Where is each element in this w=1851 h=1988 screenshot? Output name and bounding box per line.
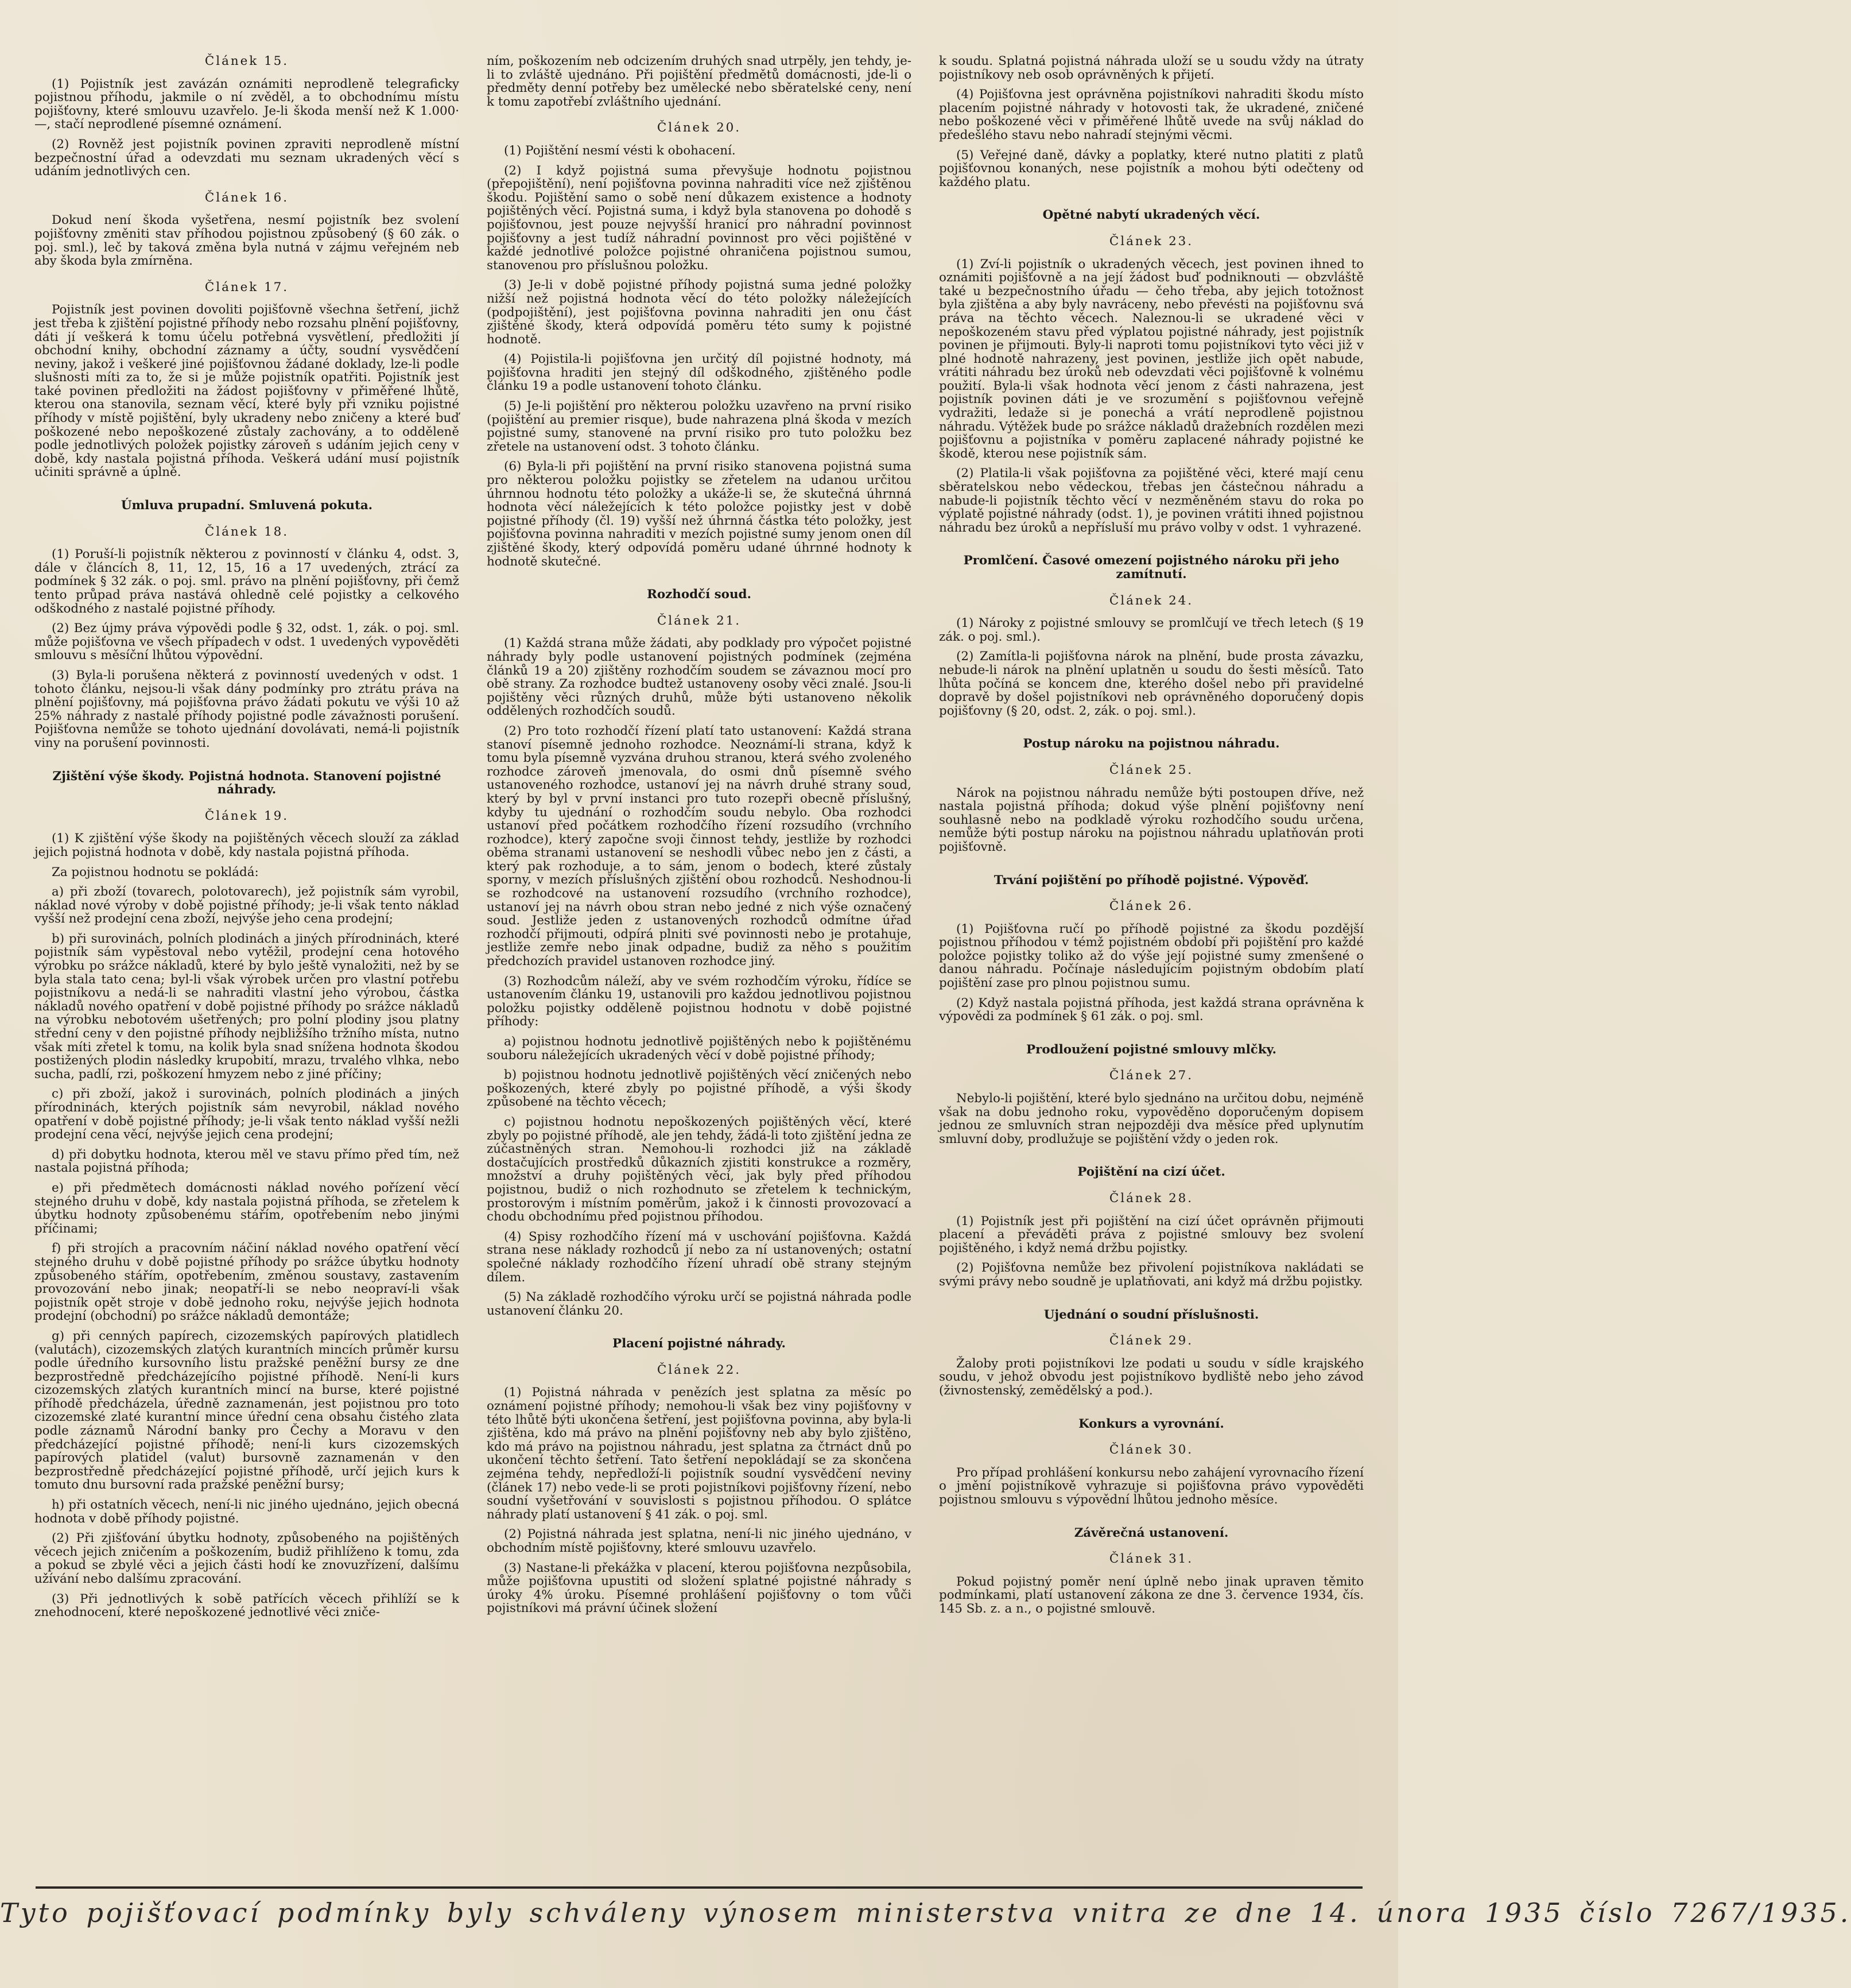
paragraph: (2) Pro toto rozhodčí řízení platí tato ustanovení: Každá strana stanoví písemně jednoho rozhodce. Neoznámí-li strana, když k tomu byla písemně vyzvána druhou stranou, která svého zvoleného rozhodce zároveň jmenovala, do osmi dnů písemně svého ustanoveného rozhodce, ustanoví jej na návrh druhé strany soud, který by byl v první instanci pro tuto rozepři obecně příslušný, kdyby tu ujednání o rozhodčím soudu nebylo. Oba rozhodci ustanoví před počátkem rozhodčího řízení rozsudího (vrchního rozhodce), který započne svoji činnost tehdy, jestliže by rozhodci oběma stranami ustanovení se neshodli vůbec nebo jen z části, a který pak rozhoduje, a to sám, jenom o bodech, které zůstaly sporny, v mezích příslušných zjištění obou rozhodců. Neshodnou-li se rozhodcové na ustanovení rozsudího (vrchního rozhodce), ustanoví jej na návrh obou stran nebo jedné z nich výše označený soud. Jestliže jeden z ustanovených rozhodců odmítne úřad rozhodčí přijmouti, odpírá plniti své povinnosti nebo je protahuje, jestliže zemře nebo jinak odpadne, budiž za něho s použitím předchozích pravidel ustanoven rozhodce jiný. — [487, 723, 911, 969]
paragraph: (1) Pojistník jest při pojištění na cizí účet oprávněn přijmouti placení a převáděti práva z pojistné smlouvy bez svolení pojištěného, i když nemá držbu pojistky. — [939, 1214, 1364, 1255]
article-heading: Článek 17. — [204, 280, 289, 294]
article-heading: Článek 19. — [204, 808, 289, 823]
paragraph: b) při surovinách, polních plodinách a jiných přírodninách, které pojistník sám vypěstoval nebo vytěžil, prodejní cena hotového výrobku po srážce nákladů, které by bylo ještě vynaložiti, než by se byla stala tato cena; byl-li však výrobek určen pro vlastní potřebu pojistníkovu a nedá-li se nahraditi vlastní jeho výrobou, částka nákladů nového opatření v době pojistné příhody po srážce nákladů na výrobku nebotovém ušetřených; pro polní plodiny jsou platny střední ceny v den pojistné příhody nejbližšího tržního místa, nutno však míti zřetel k tomu, na kolik byla snad snížena hodnota škodou postižených plodin následky krupobití, mrazu, trvalého vlhka, nebo sucha, padlí, rzi, poškození hmyzem nebo z jiné příčiny; — [34, 931, 459, 1082]
paragraph: (3) Rozhodcům náleží, aby ve svém rozhodčím výroku, řídíce se ustanovením článku 19, ustanovili pro každou jednotlivou pojistnou položku pojistky odděleně pojistnou hodnotu v době pojistné příhody: — [487, 974, 911, 1029]
paragraph: (4) Spisy rozhodčího řízení má v uschování pojišťovna. Každá strana nese náklady rozhodců jí nebo za ní ustanovených; ostatní společné náklady rozhodčího řízení uhradí obě strany stejným dílem. — [487, 1229, 911, 1285]
paragraph: (3) Při jednotlivých k sobě patřících věcech přihlíží se k znehodnocení, které nepoškozené jednotlivé věci zniče- — [34, 1591, 459, 1620]
paragraph: (5) Veřejné daně, dávky a poplatky, které nutno platiti z platů pojišťovnou konaných, nese pojistník a mohou býti odečteny od každého platu. — [939, 148, 1364, 189]
article-heading: Článek 22. — [657, 1362, 742, 1377]
article-heading: Článek 23. — [1109, 234, 1194, 249]
section-heading: Postup nároku na pojistnou náhradu. — [1023, 737, 1280, 751]
paragraph: (3) Je-li v době pojistné příhody pojistná suma jedné položky nižší než pojistná hodnota věcí do této položky náležejících (podpojištění), jest pojišťovna povinna nahraditi jen onu část zjištěné škody, která odpovídá poměru této sumy k pojistné hodnotě. — [487, 278, 911, 347]
section-heading: Rozhodčí soud. — [647, 587, 751, 602]
paragraph: (1) Poruší-li pojistník některou z povinností v článku 4, odst. 3, dále v článcích 8, 11, 12, 15, 16 a 17 uvedených, ztrácí za podmínek § 32 zák. o poj. sml. právo na plnění pojišťovny, při čemž tento průpad práva nastává ohledně celé pojistky a celkového odškodného z nastalé pojistné příhody. — [34, 547, 459, 616]
paragraph: (5) Na základě rozhodčího výroku určí se pojistná náhrada podle ustanovení článku 20. — [487, 1290, 911, 1318]
paragraph: e) při předmětech domácnosti náklad nového pořízení věcí stejného druhu v době, kdy nastala pojistná příhoda, se zřetelem k úbytku hodnoty způsobenému stářím, opotřebením nebo jinými příčinami; — [34, 1180, 459, 1236]
paragraph: a) při zboží (tovarech, polotovarech), jež pojistník sám vyrobil, náklad nové výroby v době pojistné příhody; je-li však tento náklad vyšší než prodejní cena zboží, nejvýše jeho cena prodejní; — [34, 885, 459, 927]
article-heading: Článek 25. — [1109, 762, 1194, 777]
paragraph: Nárok na pojistnou náhradu nemůže býti postoupen dříve, než nastala pojistná příhoda; dokud výše plnění pojišťovny není souhlasně nebo na podkladě výroku rozhodčího soudu určena, nemůže býti postup nároku na pojistnou náhradu uplatňován proti pojišťovně. — [939, 785, 1364, 854]
paragraph: h) při ostatních věcech, není-li nic jiného ujednáno, jejich obecná hodnota v době příhody pojistné. — [34, 1498, 459, 1526]
paragraph: Nebylo-li pojištění, které bylo sjednáno na určitou dobu, nejméně však na dobu jednoho roku, vypověděno doporučeným dopisem jednou ze smluvních stran nejpozději dva měsíce před uplynutím smluvní doby, prodlužuje se pojištění vždy o jeden rok. — [939, 1091, 1364, 1146]
paragraph: (2) Platila-li však pojišťovna za pojištěné věci, které mají cenu sběratelskou nebo vědeckou, třebas jen částečnou náhradu a nabude-li pojistník těchto věcí v nezměněném stavu do roka po výplatě pojistné náhrady (odst. 1), je povinen vrátiti ihned pojistnou náhradu bez úroků a nepřísluší mu právo volby v odst. 1 vyhrazené. — [939, 466, 1364, 535]
article-heading: Článek 28. — [1109, 1191, 1194, 1206]
paragraph: (6) Byla-li při pojištění na první risiko stanovena pojistná suma pro některou položku pojistky se zřetelem na udanou určitou úhrnnou hodnotu této položky a ukáže-li se, že skutečná úhrnná hodnota věcí náležejících k této položce pojistky jest v době pojistné příhody (čl. 19) vyšší než úhrnná částka této položky, jest pojišťovna povinna nahraditi v mezích pojistné sumy jenom onen díl zjištěné škody, který odpovídá poměru udané úhrnné hodnoty k hodnotě skutečné. — [487, 459, 911, 569]
paragraph: (2) Rovněž jest pojistník povinen zpraviti neprodleně místní bezpečnostní úřad a odevzdati mu seznam ukradených věcí s udáním jednotlivých cen. — [34, 137, 459, 179]
column-middle — [487, 55, 911, 1874]
paragraph: Dokud není škoda vyšetřena, nesmí pojistník bez svolení pojišťovny změniti stav příhodou pojistnou způsobený (§ 60 zák. o poj. sml.), leč by taková změna byla nutná v zájmu veřejném neb aby škoda byla zmírněna. — [34, 213, 459, 269]
approval-footer: Tyto pojišťovací podmínky byly schváleny výnosem ministerstva vnitra ze dne 14. února 1935 číslo 7267/1935. — [0, 1897, 1851, 1928]
paragraph: (2) Při zjišťování úbytku hodnoty, způsobeného na pojištěných věcech jejich zničením a poškozením, budiž přihlíženo k tomu, zda a pokud se zbylé věci a jejich části hodí ke znovuzřízení, dalšímu užívání nebo dalšímu zpracování. — [34, 1531, 459, 1586]
section-heading: Pojištění na cizí účet. — [1077, 1165, 1225, 1180]
paragraph: (1) Pojišťovna ručí po příhodě pojistné za škodu pozdější pojistnou příhodou v témž pojistném období při pojištění pro každé položce pojistky toliko až do výše její pojistné sumy zmenšené o danou náhradu. Počínaje následujícím pojistným obdobím platí pojištění zase pro plnou pojistnou sumu. — [939, 921, 1364, 991]
article-heading: Článek 21. — [657, 613, 742, 628]
article-heading: Článek 31. — [1109, 1552, 1194, 1567]
paragraph: (5) Je-li pojištění pro některou položku uzavřeno na první risiko (pojištění au premier risque), bude nahrazena plná škoda v mezích pojistné sumy, stanovené na první risiko pro tuto položku bez zřetele na ustanovení odst. 3 tohoto článku. — [487, 399, 911, 454]
paragraph: (2) Zamítla-li pojišťovna nárok na plnění, bude prosta závazku, nebude-li nárok na plnění uplatněn u soudu do šesti měsíců. Tato lhůta počíná se koncem dne, kterého došel nebo při pravidelné dopravě by došel pojistníkovi neb oprávněného doporučený dopis pojišťovny (§ 20, odst. 2, zák. o poj. sml.). — [939, 649, 1364, 718]
article-heading: Článek 16. — [204, 190, 289, 205]
paragraph: (1) Pojistník jest zavázán oznámiti neprodleně telegraficky pojistnou příhodu, jakmile o ní zvěděl, a to obchodnímu místu pojišťovny, které smlouvu uzavřelo. Je-li škoda menší než K 1.000·—, stačí neprodlené písemné oznámení. — [34, 76, 459, 132]
paragraph: (2) Když nastala pojistná příhoda, jest každá strana oprávněna k výpovědi za podmínek § 61 zák. o poj. sml. — [939, 995, 1364, 1024]
paragraph: (1) Zví-li pojistník o ukradených věcech, jest povinen ihned to oznámiti pojišťovně a na její žádost buď podniknouti — obzvláště také u bezpečnostního úřadu — čeho třeba, aby jejich totožnost byla zjištěna a aby byly navráceny, nebo převésti na pojišťovnu svá práva na těchto věcech. Naleznou-li se ukradené věci v nepoškozeném stavu před výplatou pojistné náhrady, jest pojistník povinen je přijmouti. Byly-li naproti tomu pojistníkovi tyto věci již v plné hodnotě nahrazeny, jest povinen, jestliže jich opět nabude, vrátiti náhradu bez úroků neb odevzdati věci pojišťovně k volnému použití. Byla-li však hodnota věcí jenom z části nahrazena, jest pojistník povinen dáti je ve srozumění s pojišťovnou veřejně vydražiti, ledaže si je ponechá a vrátí neprodleně pojistnou náhradu. Výtěžek bude po srážce nákladů dražebních rozdělen mezi pojišťovnu a pojistníka v poměru zaplacené náhrady pojistné ke škodě, kterou nese pojistník sám. — [939, 257, 1364, 461]
article-heading: Článek 30. — [1109, 1443, 1194, 1458]
paragraph: (3) Nastane-li překážka v placení, kterou pojišťovna nezpůsobila, může pojišťovna upustiti od složení splatné pojistné náhrady s úroky 4% úroku. Písemné prohlášení pojišťovny o tom vůči pojistníkovi má právní účinek složení — [487, 1560, 911, 1616]
paragraph: (2) Bez újmy práva výpovědi podle § 32, odst. 1, zák. o poj. sml. může pojišťovna ve všech případech v odst. 1 uvedených vypověděti smlouvu s měsíční lhůtou výpovědní. — [34, 621, 459, 663]
paragraph: Pojistník jest povinen dovoliti pojišťovně všechna šetření, jichž jest třeba k zjištění pojistné příhody nebo rozsahu plnění pojišťovny, dáti jí veškerá k tomu účelu potřebná vysvětlení, předložiti jí obchodní knihy, obchodní záznamy a účty, soudní vysvědčení neviny, jakož i veškeré jiné pojišťovnou žádané doklady, lze-li podle slušnosti míti za to, že si je může pojistník opatřiti. Pojistník jest také povinen předložiti na žádost pojišťovny v přiměřené lhůtě, kterou ona stanovila, seznam věcí, které byly při vzniku pojistné příhody v místě pojištění, byly ukradeny nebo zničeny a které buď poškozené nebo nepoškozené zůstaly zachovány, a to odděleně podle jednotlivých položek pojistky zároveň s udáním jejich ceny v době, kdy nastala pojistná příhoda. Veškerá udání musí pojistník učiniti správně a úplně. — [34, 303, 459, 480]
paragraph: (1) Pojištění nesmí vésti k obohacení. — [504, 143, 736, 158]
paragraph: (1) Nároky z pojistné smlouvy se promlčují ve třech letech (§ 19 zák. o poj. sml.). — [939, 616, 1364, 644]
article-heading: Článek 15. — [204, 54, 289, 68]
article-heading: Článek 20. — [657, 121, 742, 135]
paragraph: f) při strojích a pracovním náčiní náklad nového opatření věcí stejného druhu v době pojistné příhody po srážce úbytku hodnoty způsobeného stářím, opotřebením, změnou soustavy, zastavením provozování nebo jinak; neopatří-li se nebo neopraví-li však pojistník opět stroje v době jednoho roku, nejvýše jejich hodnota prodejní (obchodní) po srážce nákladů demontáže; — [34, 1241, 459, 1324]
paragraph: (4) Pojišťovna jest oprávněna pojistníkovi nahraditi škodu místo placením pojistné náhrady v hotovosti tak, že ukradené, zničené nebo poškozené věci v přiměřené lhůtě uvede na svůj náklad do předešlého stavu nebo nahradí stejnými věcmi. — [939, 87, 1364, 142]
article-heading: Článek 26. — [1109, 899, 1194, 914]
paragraph: Za pojistnou hodnotu se pokládá: — [52, 865, 259, 879]
article-heading: Článek 29. — [1109, 1334, 1194, 1348]
paragraph: ním, poškozením neb odcizením druhých snad utrpěly, jen tehdy, je-li to zvláště ujednáno. Při pojištění předmětů domácnosti, jde-li o předměty denní potřeby bez umělecké nebo sběratelské ceny, není k tomu zapotřebí zvláštního ujednání. — [487, 54, 911, 109]
paragraph: (1) K zjištění výše škody na pojištěných věcech slouží za základ jejich pojistná hodnota v době, kdy nastala pojistná příhoda. — [34, 831, 459, 859]
footer-divider — [36, 1886, 1363, 1889]
article-heading: Článek 24. — [1109, 593, 1194, 608]
text-columns — [34, 55, 1364, 1874]
paragraph: (1) Každá strana může žádati, aby podklady pro výpočet pojistné náhrady byly podle ustanovení pojistných podmínek (zejména článků 19 a 20) zjištěny rozhodčím soudem se závaznou mocí pro obě strany. Za rozhodce budtež ustanoveny osoby věci znalé. Jsou-li pojištěny věci různých druhů, může býti ustanoveno několik oddělených rozhodčích soudů. — [487, 636, 911, 719]
section-heading: Opětné nabytí ukradených věcí. — [1042, 208, 1260, 223]
column-left — [34, 55, 459, 1874]
paragraph: (4) Pojistila-li pojišťovna jen určitý díl pojistné hodnoty, má pojišťovna hraditi jen stejný díl odškodného, zjištěného podle článku 19 a podle ustanovení tohoto článku. — [487, 352, 911, 394]
paragraph: Pokud pojistný poměr není úplně nebo jinak upraven těmito podmínkami, platí ustanovení zákona ze dne 3. července 1934, čís. 145 Sb. z. a n., o pojistné smlouvě. — [939, 1574, 1364, 1616]
paragraph: b) pojistnou hodnotu jednotlivě pojištěných věcí zničených nebo poškozených, které zbyly po pojistné příhodě, a výši škody způsobené na těchto věcech; — [487, 1068, 911, 1110]
section-heading: Ujednání o soudní příslušnosti. — [1043, 1307, 1259, 1322]
article-heading: Článek 18. — [204, 524, 289, 539]
paragraph: c) pojistnou hodnotu nepoškozených pojištěných věcí, které zbyly po pojistné příhodě, ale jen tehdy, žádá-li toto zjištění jedna ze zúčastněných stran. Nemohou-li rozhodci již na základě dostačujících prostředků důkazních zjistiti konstrukce a rozměry, množství a druhy pojištěných věcí, jak byly před příhodou pojistnou, budiž o nich rozhodnuto se zřetelem k technickým, prostorovým i místním poměrům, jakož i k činnosti provozovací a chodu obchodnímu před pojistnou příhodou. — [487, 1114, 911, 1224]
paragraph: (3) Byla-li porušena některá z povinností uvedených v odst. 1 tohoto článku, nejsou-li však dány podmínky pro ztrátu práva na plnění pojišťovny, má pojišťovna právo žádati pokutu ve výši 10 až 25% náhrady z nastalé příhody pojistné podle závažnosti porušení. Pojišťovna nemůže se tohoto ujednání dovolávati, nemá-li pojistník viny na porušení povinnosti. — [34, 668, 459, 750]
paragraph: k soudu. Splatná pojistná náhrada uloží se u soudu vždy na útraty pojistníkovy neb osob oprávněných k přijetí. — [939, 54, 1364, 82]
paragraph: (2) Pojistná náhrada jest splatna, není-li nic jiného ujednáno, v obchodním místě pojišťovny, které smlouvu uzavřelo. — [487, 1527, 911, 1555]
paragraph: c) při zboží, jakož i surovinách, polních plodinách a jiných přírodninách, kterých pojistník sám nevyrobil, náklad nového opatření v době pojistné příhody; je-li však tento náklad vyšší nežli prodejní cena věcí, nejvýše jejich cena prodejní; — [34, 1087, 459, 1142]
section-heading: Promlčení. Časové omezení pojistného nároku při jeho zamítnutí. — [963, 553, 1340, 582]
column-right — [939, 55, 1364, 1874]
paragraph: (2) Pojišťovna nemůže bez přivolení pojistníkova nakládati se svými právy nebo soudně je uplatňovati, ani když má držbu pojistky. — [939, 1261, 1364, 1289]
paragraph: g) při cenných papírech, cizozemských papírových platidlech (valutách), cizozemských zlatých kurantních mincích průměr kursu podle úředního kursovního listu pražské peněžní bursy ze dne bezprostředně předcházejícího pojistné příhodě. Není-li kurs cizozemských zlatých kurantních mincí na burse, které pojistné příhodě předcházela, úředně zaznamenán, jest pojistnou pro toto cizozemské zlaté kurantní mince úřední cena obsahu čistého zlata podle záznamů Národní banky pro Čechy a Moravu v den předcházející pojistné příhodě; není-li kurs cizozemských papírových platidel (valut) bursovně zaznamenán v den bezprostředně předcházející pojistné příhodě, určí jejich kurs k tomuto dnu bursovní rada pražské peněžní bursy; — [34, 1328, 459, 1493]
paragraph: (1) Pojistná náhrada v penězích jest splatna za měsíc po oznámení pojistné příhody; nemohou-li však bez viny pojišťovny v této lhůtě býti ukončena šetření, jest pojišťovna povinna, aby byla-li zjištěna, kdo má právo na plnění pojišťovny neb aby bylo zjištěno, kdo má právo na pojistnou náhradu, jest splatna za čtrnáct dnů po ukončení těchto šetření. Tato šetření nepokládají se za skončena zejména tehdy, nepředloží-li pojistník soudní vysvědčení neviny (článek 17) nebo vede-li se proti pojistníkovi pojišťovny řízení, nebo soudní vyšetřování v souvislosti s pojistnou příhodou. O splátce náhrady platí ustanovení § 41 zák. o poj. sml. — [487, 1385, 911, 1522]
paragraph: Žaloby proti pojistníkovi lze podati u soudu v sídle krajského soudu, v jehož obvodu jest pojistníkovo bydliště nebo jeho závod (živnostenský, zemědělský a pod.). — [939, 1356, 1364, 1398]
section-heading: Trvání pojištění po příhodě pojistné. Výpověď. — [994, 873, 1309, 888]
section-heading: Konkurs a vyrovnání. — [1078, 1416, 1224, 1431]
paragraph: (2) I když pojistná suma převyšuje hodnotu pojistnou (přepojištění), není pojišťovna povinna nahraditi více než zjištěnou škodu. Pojištění samo o sobě není důkazem existence a hodnoty pojištěných věcí. Pojistná suma, i když byla stanovena po dohodě s pojišťovnou, jest pouze nejvyšší hranicí pro náhradní povinnost pojišťovny a jest tudíž náhradní povinnost pro věci pojištěné v každé jednotlivé položce pojistné ohraničena pojistnou sumou, stanovenou pro příslušnou položku. — [487, 163, 911, 273]
paragraph: a) pojistnou hodnotu jednotlivě pojištěných nebo k pojištěnému souboru náležejících ukradených věcí v době pojistné příhody; — [487, 1034, 911, 1063]
article-heading: Článek 27. — [1109, 1068, 1194, 1083]
section-heading: Závěrečná ustanovení. — [1074, 1525, 1229, 1540]
paragraph: Pro případ prohlášení konkursu nebo zahájení vyrovnacího řízení o jmění pojistníkově vyhrazuje si pojišťovna právo vypověděti pojistnou smlouvu s výpovědní lhůtou jednoho měsíce. — [939, 1465, 1364, 1507]
paragraph: d) při dobytku hodnota, kterou měl ve stavu přímo před tím, než nastala pojistná příhoda; — [34, 1147, 459, 1176]
section-heading: Placení pojistné náhrady. — [612, 1336, 786, 1351]
section-heading: Úmluva prupadní. Smluvená pokuta. — [121, 498, 373, 513]
section-heading: Prodloužení pojistné smlouvy mlčky. — [1026, 1042, 1276, 1057]
section-heading: Zjištění výše škody. Pojistná hodnota. Stanovení pojistné náhrady. — [52, 769, 441, 797]
